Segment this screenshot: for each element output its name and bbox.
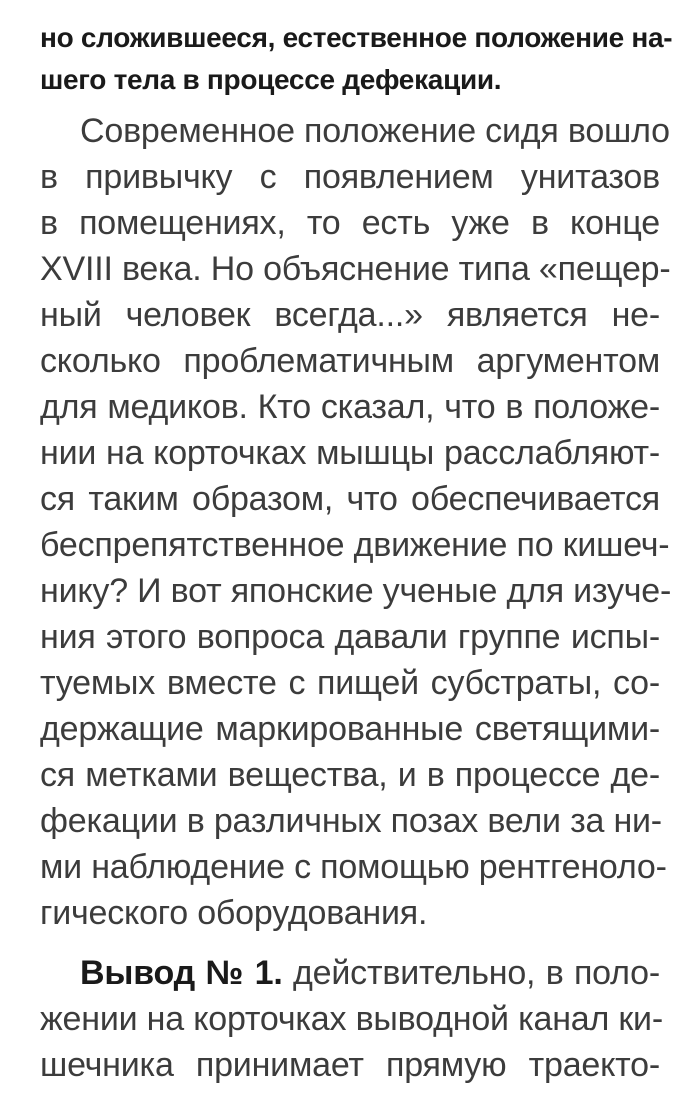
paragraph-line-9: ся таким образом, что обеспечивается [40, 480, 660, 518]
paragraph-line-8: нии на корточках мышцы расслабляют- [40, 434, 660, 472]
intro-bold-line-1: но сложившееся, естественное положение на- [40, 22, 673, 53]
conclusion-label: Вывод № 1. [80, 954, 283, 992]
paragraph-line-10: беспрепятственное движение по кишеч- [40, 526, 670, 564]
conclusion-line-2: жении на корточках выводной канал ки- [40, 1000, 663, 1038]
paragraph-line-12: ния этого вопроса давали группе испы- [40, 618, 660, 656]
paragraph-line-5: ный человек всегда...» является не- [40, 296, 660, 334]
conclusion-line-3: шечника принимает прямую траекто- [40, 1046, 660, 1084]
paragraph-line-18: гического оборудования. [40, 894, 428, 932]
paragraph-line-3: в помещениях, то есть уже в конце [40, 204, 660, 242]
paragraph-line-15: ся метками вещества, и в процессе де- [40, 756, 660, 794]
paragraph-line-16: фекации в различных позах вели за ни- [40, 802, 662, 840]
paragraph-line-1: Современное положение сидя вошло [80, 112, 670, 150]
conclusion-line-1 [80, 956, 660, 990]
paragraph-line-13: туемых вместе с пищей субстраты, со- [40, 664, 660, 702]
paragraph-line-14: держащие маркированные светящими- [40, 710, 660, 748]
paragraph-line-11: нику? И вот японские ученые для изуче- [40, 572, 672, 610]
paragraph-line-2: в привычку с появлением унитазов [40, 158, 660, 196]
paragraph-line-4: XVIII века. Но объяснение типа «пещер- [40, 250, 671, 288]
paragraph-line-6: сколько проблематичным аргументом [40, 342, 660, 380]
paragraph-line-17: ми наблюдение с помощью рентгеноло- [40, 848, 667, 886]
intro-bold-line-2: шего тела в процессе дефекации. [40, 64, 502, 95]
conclusion-first-line-text: действительно, в поло- [293, 954, 660, 992]
paragraph-line-7: для медиков. Кто сказал, что в положе- [40, 388, 660, 426]
